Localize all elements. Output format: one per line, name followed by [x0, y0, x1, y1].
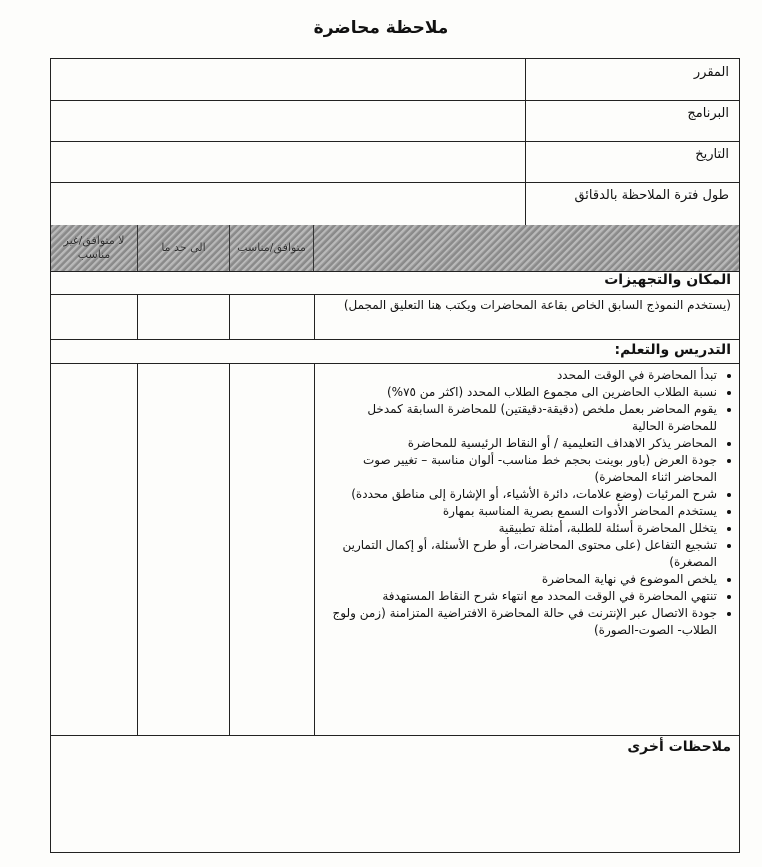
- rating-header-band: [51, 225, 739, 271]
- place-section-title: المكان والتجهيزات: [604, 272, 731, 288]
- list-item: تشجيع التفاعل (على محتوى المحاضرات، أو طرح الأسئلة، أو إكمال التمارين المصغرة): [321, 537, 733, 571]
- list-item: جودة الاتصال عبر الإنترنت في حالة المحاضرة الافتراضية المتزامنة (زمن ولوج الطلاب- الصوت-الصورة): [321, 605, 733, 639]
- list-item: نسبة الطلاب الحاضرين الى مجموع الطلاب المحدد (اكثر من ٧٥%): [321, 384, 733, 401]
- list-item: يستخدم المحاضر الأدوات السمع بصرية المناسبة بمهارة: [321, 503, 733, 520]
- bullet: [727, 544, 731, 548]
- list-item: شرح المرئيات (وضع علامات، دائرة الأشياء، أو الإشارة إلى مناطق محددة): [321, 486, 733, 503]
- divider: [51, 141, 739, 142]
- list-item: تبدأ المحاضرة في الوقت المحدد: [321, 367, 733, 384]
- rating-divider: [229, 294, 230, 339]
- notes-section-title: ملاحظات أخرى: [627, 739, 731, 755]
- divider: [51, 182, 739, 183]
- divider: [51, 294, 739, 295]
- bullet: [727, 510, 731, 514]
- divider: [51, 735, 739, 736]
- bullet: [727, 408, 731, 412]
- rating-divider: [229, 363, 230, 735]
- teaching-items-list: [321, 367, 733, 639]
- list-item: يقوم المحاضر بعمل ملخص (دقيقة-دقيقتين) للمحاضرة السابقة كمدخل للمحاضرة الحالية: [321, 401, 733, 435]
- place-section-text: (يستخدم النموذج السابق الخاص بقاعة المحاضرات ويكتب هنا التعليق المجمل): [343, 298, 731, 312]
- list-item: تنتهي المحاضرة في الوقت المحدد مع انتهاء شرح النقاط المستهدفة: [321, 588, 733, 605]
- info-column-divider: [525, 59, 526, 225]
- page-title: ملاحظة محاضرة: [313, 18, 449, 38]
- bullet: [727, 442, 731, 446]
- bullet: [727, 391, 731, 395]
- column-somewhat: الى حد ما: [137, 225, 229, 271]
- bullet: [727, 493, 731, 497]
- bullet: [727, 459, 731, 463]
- rating-divider: [314, 294, 315, 339]
- list-item: يتخلل المحاضرة أسئلة للطلبة، أمثلة تطبيقية: [321, 520, 733, 537]
- list-item: المحاضر يذكر الاهداف التعليمية / أو النقاط الرئيسية للمحاضرة: [321, 435, 733, 452]
- bullet: [727, 578, 731, 582]
- list-item: يلخص الموضوع في نهاية المحاضرة: [321, 571, 733, 588]
- course-label: المقرر: [693, 65, 729, 80]
- bullet: [727, 612, 731, 616]
- bullet: [727, 527, 731, 531]
- date-label: التاريخ: [695, 147, 729, 162]
- column-not-suitable: لا متوافق/غير مناسب: [63, 234, 125, 261]
- rating-divider: [314, 363, 315, 735]
- band-blank: [313, 225, 739, 271]
- bullet: [727, 595, 731, 599]
- divider: [51, 100, 739, 101]
- divider: [51, 363, 739, 364]
- rating-divider: [137, 294, 138, 339]
- divider: [51, 339, 739, 340]
- list-item: جودة العرض (باور بوينت بحجم خط مناسب- ألوان مناسبة – تغيير صوت المحاضر اثناء المحاضرة): [321, 452, 733, 486]
- column-suitable: متوافق/مناسب: [229, 225, 313, 271]
- teaching-section-title: التدريس والتعلم:: [614, 342, 731, 358]
- program-label: البرنامج: [687, 106, 729, 121]
- bullet: [727, 374, 731, 378]
- rating-divider: [137, 363, 138, 735]
- duration-label: طول فترة الملاحظة بالدقائق: [574, 188, 729, 203]
- observation-form: [50, 58, 740, 853]
